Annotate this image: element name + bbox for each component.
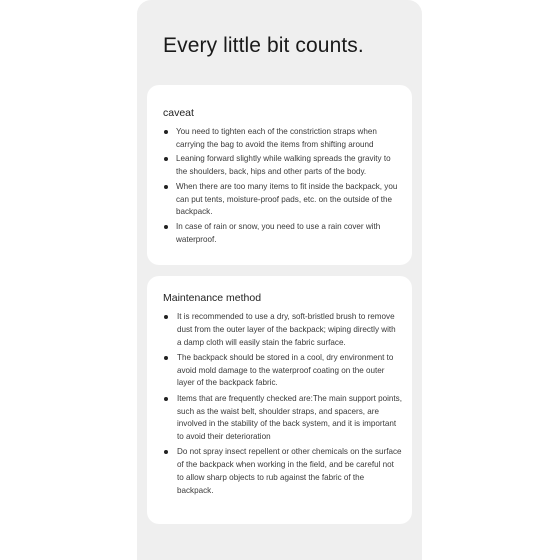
list-item-text: When there are too many items to fit inside the backpack, you can put tents, moisture-proof pads, etc. on the outside of the backpack. bbox=[176, 181, 398, 217]
content-panel bbox=[137, 0, 422, 560]
list-item-text: You need to tighten each of the constriction straps when carrying the bag to avoid the items from shifting around bbox=[176, 127, 377, 149]
list-item bbox=[163, 446, 402, 497]
list-item bbox=[163, 352, 402, 390]
list-item bbox=[163, 181, 402, 220]
list-item-text: In case of rain or snow, you need to use a rain cover with waterproof. bbox=[176, 221, 381, 244]
caveat-card bbox=[147, 85, 412, 265]
maintenance-list bbox=[163, 311, 402, 498]
list-item-text: It is recommended to use a dry, soft-bristled brush to remove dust from the outer layer of the backpack; wiping directly with a damp cloth will easily stain the fabric surface. bbox=[177, 312, 396, 347]
bullet-icon bbox=[164, 130, 168, 134]
bullet-icon bbox=[164, 185, 168, 189]
list-item-text: Items that are frequently checked are:The main support points, such as the waist belt, shoulder straps, and spacers, are involved in the stability of the back system, and it is important to avoid their deterioration bbox=[177, 393, 402, 442]
list-item bbox=[163, 393, 402, 444]
list-item-text: Do not spray insect repellent or other chemicals on the surface of the backpack when working in the field, and be careful not to allow sharp objects to rub against the fabric of the backpack. bbox=[177, 447, 402, 495]
page-headline: Every little bit counts. bbox=[163, 34, 364, 57]
bullet-icon bbox=[164, 397, 168, 401]
bullet-icon bbox=[164, 225, 168, 229]
bullet-icon bbox=[164, 356, 168, 360]
bullet-icon bbox=[164, 157, 168, 161]
list-item-text: Leaning forward slightly while walking spreads the gravity to the shoulders, back, hips and other parts of the body. bbox=[176, 154, 391, 177]
caveat-title: caveat bbox=[163, 107, 194, 119]
maintenance-card bbox=[147, 276, 412, 524]
bullet-icon bbox=[164, 315, 168, 319]
list-item bbox=[163, 311, 402, 349]
list-item-text: The backpack should be stored in a cool, dry environment to avoid mold damage to the waterproof coating on the outer layer of the backpack fabric. bbox=[177, 352, 394, 388]
list-item bbox=[163, 126, 402, 152]
bullet-icon bbox=[164, 450, 168, 454]
list-item bbox=[163, 153, 402, 179]
caveat-list bbox=[163, 126, 402, 247]
maintenance-title: Maintenance method bbox=[163, 292, 262, 304]
list-item bbox=[163, 221, 402, 247]
